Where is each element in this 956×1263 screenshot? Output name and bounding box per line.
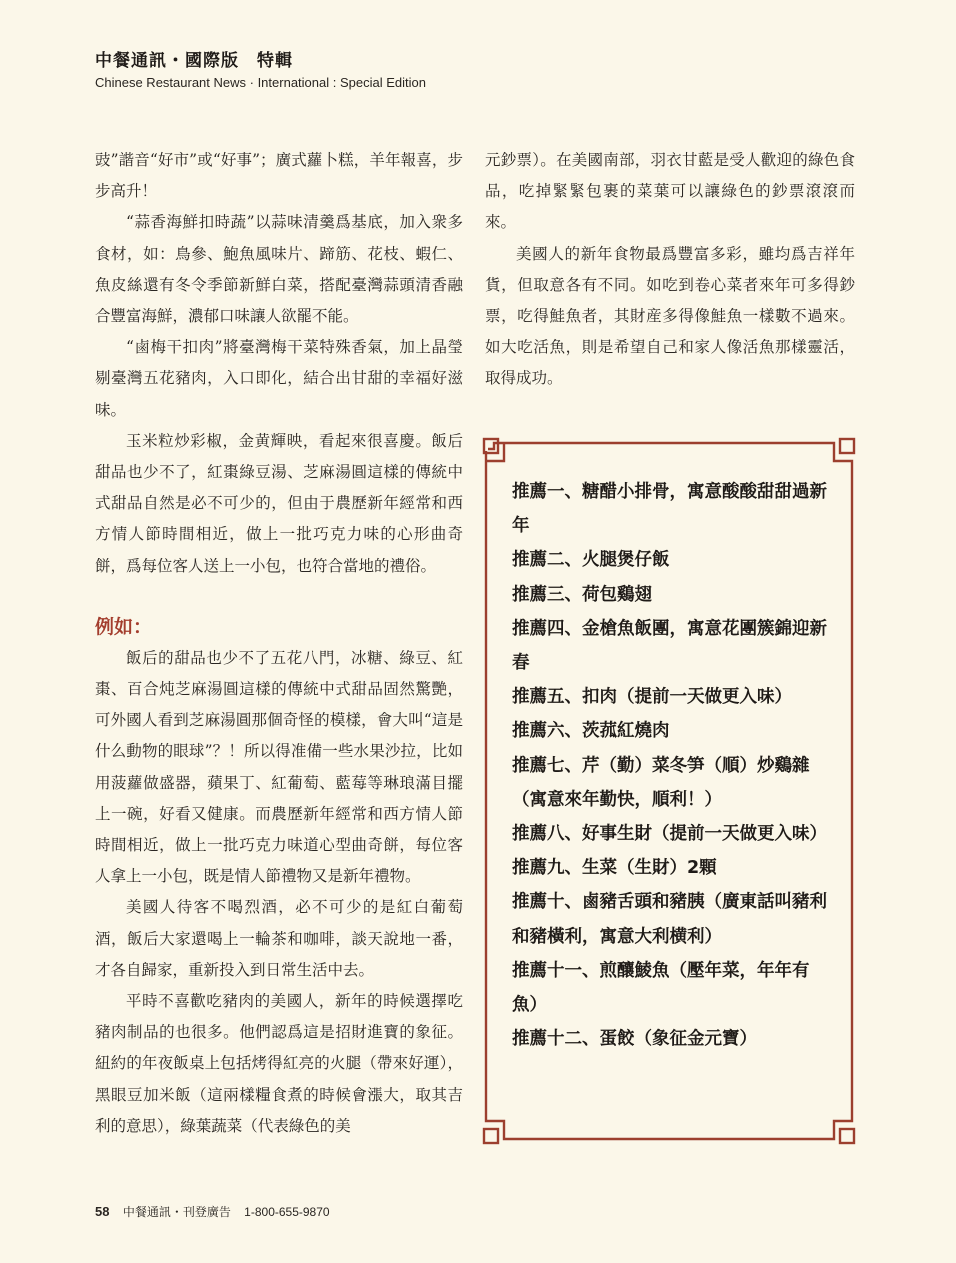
paragraph: “鹵梅干扣肉”將臺灣梅干菜特殊香氣，加上晶瑩剔臺灣五花豬肉，入口即化，結合出甘甜的幸福好滋味。 xyxy=(95,338,463,419)
paragraph: 豉”諧音“好市”或“好事”；廣式蘿卜糕，羊年報喜，步步高升！ xyxy=(95,151,463,201)
footer-phone: 1-800-655-9870 xyxy=(244,1205,330,1219)
list-item: 推薦三、荷包鷄翅 xyxy=(512,584,652,605)
list-item: 推薦五、扣肉（提前一天做更入味） xyxy=(512,687,792,708)
page-header xyxy=(95,46,426,90)
paragraph: 美國人的新年食物最爲豐富多彩，雖均爲吉祥年貨，但取意各有不同。如吃到卷心菜者來年可多得鈔票，吃得鮭魚者，其財産多得像鮭魚一樣數不過來。如大吃活魚，則是希望自己和家人像活魚那樣靈活，取得成功。 xyxy=(485,244,855,388)
list-item: 推薦七、芹（勤）菜冬笋（順）炒鷄雜（寓意來年勤快，順利！） xyxy=(512,755,810,810)
paragraph: 元鈔票）。在美國南部，羽衣甘藍是受人歡迎的綠色食品，吃掉緊緊包裹的菜葉可以讓綠色的鈔票滾滾而來。 xyxy=(485,151,855,232)
recommendation-list xyxy=(512,475,832,1056)
list-item: 推薦十、鹵豬舌頭和豬胰（廣東話叫豬利和豬橫利，寓意大利横利） xyxy=(512,892,827,947)
header-title-chinese: 中餐通訊・國際版 特輯 xyxy=(95,51,293,71)
paragraph: “蒜香海鮮扣時蔬”以蒜味清羹爲基底，加入衆多食材，如：鳥參、鮑魚風味片、蹄筋、花枝、蝦仁、魚皮絲還有冬令季節新鮮白菜，搭配臺灣蒜頭清香融合豐富海鮮，濃郁口味讓人欲罷不能。 xyxy=(95,213,463,326)
list-item: 推薦九、生菜（生財）2顆 xyxy=(512,858,717,879)
list-item: 推薦二、火腿煲仔飯 xyxy=(512,550,670,571)
list-item: 推薦六、茨菰紅燒肉 xyxy=(512,721,670,742)
list-item: 推薦十二、蛋餃（象征金元寶） xyxy=(512,1029,757,1050)
right-column xyxy=(485,145,855,395)
paragraph: 飯后的甜品也少不了五花八門，冰糖、綠豆、紅棗、百合炖芝麻湯圓這樣的傳統中式甜品固然驚艷，可外國人看到芝麻湯圓那個奇怪的模樣，會大叫“這是什么動物的眼球”？！所以得准備一些水果沙拉，比如用菠蘿做盛器，蘋果丁、紅葡萄、藍莓等琳琅滿目擺上一碗，好看又健康。而農歷新年經常和西方情人節時間相近，做上一批巧克力味道心型曲奇餅，每位客人拿上一小包，既是情人節禮物又是新年禮物。 xyxy=(95,648,463,886)
list-item: 推薦一、糖醋小排骨，寓意酸酸甜甜過新年 xyxy=(512,482,827,537)
footer-publication: 中餐通訊・刊登廣告 xyxy=(122,1205,231,1219)
list-item: 推薦四、金槍魚飯團，寓意花團簇錦迎新春 xyxy=(512,618,827,674)
paragraph: 美國人待客不喝烈酒，必不可少的是紅白葡萄酒，飯后大家還喝上一輪茶和咖啡，談天說地一番，才各自歸家，重新投入到日常生活中去。 xyxy=(95,898,463,979)
left-column xyxy=(95,145,463,1142)
page-footer xyxy=(95,1203,330,1220)
page-number: 58 xyxy=(95,1204,110,1219)
section-subheading: 例如： xyxy=(95,615,153,638)
paragraph: 玉米粒炒彩椒，金黄輝映，看起來很喜慶。飯后甜品也少不了，紅棗綠豆湯、芝麻湯圓這樣的傳統中式甜品自然是必不可少的，但由于農歷新年經常和西方情人節時間相近，做上一批巧克力味的心形曲奇餅，爲每位客人送上一小包，也符合當地的禮俗。 xyxy=(95,431,463,575)
header-title-english: Chinese Restaurant News · International : Special Edition xyxy=(95,75,426,90)
spacer xyxy=(95,582,463,612)
paragraph: 平時不喜歡吃豬肉的美國人，新年的時候選擇吃豬肉制品的也很多。他們認爲這是招財進寶的象征。紐約的年夜飯桌上包括烤得紅亮的火腿（帶來好運），黑眼豆加米飯（這兩樣糧食煮的時候會漲大，取其吉利的意思），綠葉蔬菜（代表綠色的美 xyxy=(95,992,463,1135)
recommendation-box xyxy=(482,437,856,1145)
list-item: 推薦八、好事生財（提前一天做更入味） xyxy=(512,824,827,845)
list-item: 推薦十一、煎釀鯪魚（壓年菜，年年有魚） xyxy=(512,960,810,1016)
